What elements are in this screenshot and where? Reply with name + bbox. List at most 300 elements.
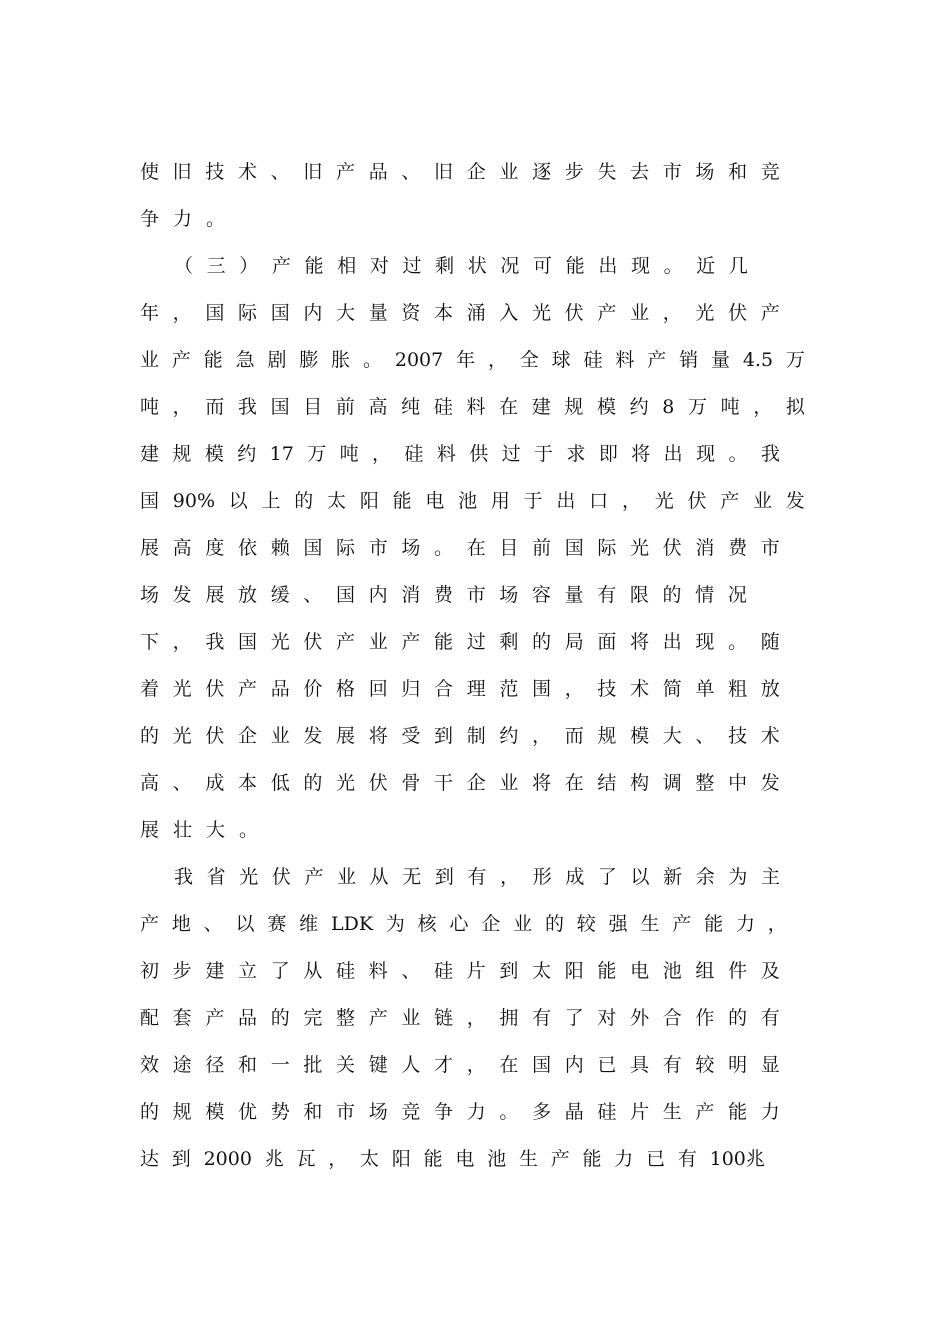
text-token: 能	[704, 913, 724, 935]
text-token: 的	[728, 1007, 748, 1029]
text-token: 几	[728, 255, 748, 277]
text-token: 有	[662, 1054, 682, 1076]
text-token: 局	[564, 631, 584, 653]
text-token: ，	[767, 913, 787, 935]
text-token: 从	[303, 960, 323, 982]
text-token: 拟	[785, 396, 805, 418]
text-token: 状	[467, 255, 487, 277]
text-token: 8	[662, 396, 675, 418]
text-token: 过	[466, 631, 486, 653]
text-token: 到	[434, 725, 454, 747]
text-token: 我	[174, 866, 194, 888]
text-token: 产	[368, 1007, 388, 1029]
text-token: 逐	[532, 161, 552, 183]
text-token: ，	[662, 302, 682, 324]
text-token: 料	[615, 349, 635, 371]
text-token: 新	[663, 866, 683, 888]
text-token: 技	[728, 725, 748, 747]
text-token: 产	[304, 866, 324, 888]
text-token: 将	[532, 772, 552, 794]
text-token: 市	[662, 161, 682, 183]
text-line	[140, 904, 787, 944]
text-token: 核	[417, 913, 437, 935]
text-token: 约	[499, 725, 519, 747]
text-token: 构	[630, 772, 650, 794]
text-token: 力	[614, 1148, 634, 1170]
text-token: 范	[499, 678, 519, 700]
text-token: 低	[270, 772, 290, 794]
text-token: 场	[368, 1101, 388, 1123]
text-token: 高	[172, 537, 192, 559]
text-token: 将	[630, 631, 650, 653]
text-token: 以	[228, 490, 248, 512]
text-token: 量	[368, 302, 388, 324]
text-token: 晶	[564, 1101, 584, 1123]
text-token: 上	[261, 490, 281, 512]
text-token: 际	[336, 537, 356, 559]
text-token: 用	[490, 490, 510, 512]
text-token: 旧	[434, 161, 454, 183]
text-token: 伏	[728, 302, 748, 324]
text-token: 步	[172, 960, 192, 982]
text-token: 达	[140, 1148, 160, 1170]
text-token: 相	[337, 255, 357, 277]
text-token: 有	[532, 1007, 552, 1029]
text-token: 产	[336, 161, 356, 183]
text-token: 过	[402, 255, 422, 277]
text-token: 光	[270, 631, 290, 653]
text-token: 规	[597, 725, 617, 747]
text-token: 依	[238, 537, 258, 559]
text-token: 急	[235, 349, 255, 371]
text-token: 涌	[466, 302, 486, 324]
text-token: 市	[760, 537, 780, 559]
text-token: 形	[532, 866, 552, 888]
text-token: 完	[303, 1007, 323, 1029]
text-token: 光	[172, 725, 192, 747]
text-token: 和	[303, 1101, 323, 1123]
text-token: 去	[630, 161, 650, 183]
text-token: ）	[239, 255, 259, 277]
text-token: 面	[597, 631, 617, 653]
text-token: 业	[401, 1007, 421, 1029]
text-token: 硅	[404, 443, 424, 465]
text-token: 万	[785, 349, 805, 371]
text-token: 省	[206, 866, 226, 888]
text-token: 产	[271, 255, 291, 277]
text-token: 伏	[564, 302, 584, 324]
text-token: 产	[720, 490, 740, 512]
text-token: 内	[303, 302, 323, 324]
text-line	[140, 1139, 765, 1179]
text-token: 约	[629, 396, 649, 418]
text-token: 池	[458, 490, 478, 512]
text-token: 。	[206, 208, 226, 230]
text-token: 国	[140, 490, 160, 512]
text-token: 骨	[401, 772, 421, 794]
text-token: 将	[368, 725, 388, 747]
text-token: 纯	[401, 396, 421, 418]
text-token: 况	[727, 584, 747, 606]
text-token: 量	[564, 584, 584, 606]
text-token: 展	[140, 819, 160, 841]
text-token: 术	[238, 161, 258, 183]
text-token: 已	[646, 1148, 666, 1170]
text-token: 大	[206, 819, 226, 841]
text-token: 赛	[267, 913, 287, 935]
text-token: 电	[455, 1148, 475, 1170]
text-token: 现	[630, 255, 650, 277]
text-token: 产	[205, 1007, 225, 1029]
text-token: 有	[597, 584, 617, 606]
text-token: 2007	[394, 349, 444, 371]
text-token: 业	[499, 161, 519, 183]
text-token: 年	[456, 349, 476, 371]
text-token: 术	[630, 678, 650, 700]
text-token: 90%	[172, 490, 215, 512]
text-token: 生	[662, 1101, 682, 1123]
text-token: 回	[368, 678, 388, 700]
text-token: 中	[728, 772, 748, 794]
text-token: 企	[238, 725, 258, 747]
text-token: 着	[140, 678, 160, 700]
text-token: 出	[663, 443, 683, 465]
text-line	[140, 575, 747, 615]
text-token: 能	[597, 960, 617, 982]
text-token: 市	[368, 537, 388, 559]
text-token: 模	[596, 396, 616, 418]
text-token: 于	[523, 490, 543, 512]
text-token: 光	[695, 302, 715, 324]
text-token: 企	[466, 772, 486, 794]
text-token: 国	[270, 302, 290, 324]
text-token: 际	[597, 537, 617, 559]
text-token: 于	[534, 443, 554, 465]
text-token: 使	[140, 161, 160, 183]
text-token: 2000	[203, 1148, 252, 1170]
text-token: 产	[597, 302, 617, 324]
text-token: 伏	[662, 537, 682, 559]
text-token: 际	[238, 302, 258, 324]
text-token: 兆	[264, 1148, 284, 1170]
text-token: 的	[662, 584, 682, 606]
text-token: （	[174, 255, 194, 277]
text-token: 近	[696, 255, 716, 277]
text-token: 批	[303, 1054, 323, 1076]
text-token: 。	[728, 443, 748, 465]
text-token: 简	[662, 678, 682, 700]
text-token: ，	[328, 1148, 348, 1170]
text-token: 内	[564, 1054, 584, 1076]
text-token: 太	[327, 490, 347, 512]
text-token: 高	[368, 396, 388, 418]
text-token: 光	[654, 490, 674, 512]
text-token: 在	[499, 1054, 519, 1076]
text-token: 较	[576, 913, 596, 935]
text-token: 能	[304, 255, 324, 277]
text-token: 。	[434, 537, 454, 559]
text-token: 合	[434, 678, 454, 700]
text-token: 吨	[720, 396, 740, 418]
text-token: 的	[544, 913, 564, 935]
text-token: 4.5	[742, 349, 774, 371]
text-token: 维	[299, 913, 319, 935]
text-token: 一	[270, 1054, 290, 1076]
text-token: 到	[171, 1148, 191, 1170]
text-token: 生	[640, 913, 660, 935]
text-token: 优	[238, 1101, 258, 1123]
text-token: 我	[760, 443, 780, 465]
text-line	[140, 340, 805, 380]
text-token: 键	[368, 1054, 388, 1076]
text-token: 拥	[499, 1007, 519, 1029]
text-token: 。	[728, 631, 748, 653]
text-token: 品	[270, 678, 290, 700]
text-token: 。	[363, 349, 383, 371]
text-token: 况	[500, 255, 520, 277]
text-token: 了	[597, 866, 617, 888]
text-token: 在	[499, 396, 519, 418]
text-token: 失	[597, 161, 617, 183]
text-token: 消	[401, 584, 421, 606]
text-token: 内	[368, 584, 388, 606]
text-line	[140, 951, 780, 991]
text-token: 约	[237, 443, 257, 465]
text-token: 发	[303, 725, 323, 747]
text-token: 业	[368, 631, 388, 653]
text-token: 。	[499, 1101, 519, 1123]
text-token: 才	[434, 1054, 454, 1076]
text-token: 阳	[359, 490, 379, 512]
text-line	[140, 1092, 780, 1132]
text-token: 本	[434, 302, 454, 324]
text-token: 到	[499, 960, 519, 982]
text-line	[140, 528, 780, 568]
text-token: 国	[564, 537, 584, 559]
text-token: 围	[532, 678, 552, 700]
text-token: 前	[532, 537, 552, 559]
text-token: 能	[728, 1101, 748, 1123]
text-token: 的	[140, 1101, 160, 1123]
text-token: 立	[238, 960, 258, 982]
text-token: 目	[303, 396, 323, 418]
text-token: 初	[140, 960, 160, 982]
text-token: 余	[695, 866, 715, 888]
text-token: 的	[270, 1007, 290, 1029]
text-token: 伏	[303, 631, 323, 653]
text-token: 光	[336, 772, 356, 794]
text-token: 从	[369, 866, 389, 888]
text-token: 对	[369, 255, 389, 277]
text-token: 胀	[331, 349, 351, 371]
text-token: 竞	[401, 1101, 421, 1123]
text-token: 而	[564, 725, 584, 747]
text-token: 、	[270, 161, 290, 183]
text-token: ，	[172, 631, 192, 653]
text-token: 供	[469, 443, 489, 465]
text-token: 电	[630, 960, 650, 982]
text-token: 放	[760, 678, 780, 700]
text-token: 为	[385, 913, 405, 935]
text-token: 度	[205, 537, 225, 559]
text-token: 和	[238, 1054, 258, 1076]
text-token: 在	[564, 772, 584, 794]
text-token: 粗	[728, 678, 748, 700]
text-line	[140, 669, 780, 709]
text-token: 人	[401, 1054, 421, 1076]
text-token: 硅	[597, 1101, 617, 1123]
text-token: 能	[565, 255, 585, 277]
text-token: 已	[597, 1054, 617, 1076]
text-token: 前	[335, 396, 355, 418]
text-token: 展	[205, 584, 225, 606]
text-token: 品	[238, 1007, 258, 1029]
text-token: 企	[466, 161, 486, 183]
text-token: 阳	[564, 960, 584, 982]
text-token: 国	[335, 584, 355, 606]
text-token: 强	[608, 913, 628, 935]
text-token: 光	[532, 302, 552, 324]
text-token: 规	[172, 443, 192, 465]
text-token: 缓	[270, 584, 290, 606]
text-token: 产	[760, 302, 780, 324]
text-token: 配	[140, 1007, 160, 1029]
text-token: 争	[434, 1101, 454, 1123]
text-token: 场	[140, 584, 160, 606]
text-token: 剩	[435, 255, 455, 277]
text-token: 地	[171, 913, 191, 935]
text-token: 组	[695, 960, 715, 982]
text-token: 大	[662, 725, 682, 747]
text-token: 消	[695, 537, 715, 559]
text-token: 业	[337, 866, 357, 888]
text-token: 将	[631, 443, 651, 465]
text-token: 术	[760, 725, 780, 747]
text-token: 场	[401, 537, 421, 559]
text-token: 太	[360, 1148, 380, 1170]
text-token: 场	[695, 161, 715, 183]
text-token: 即	[598, 443, 618, 465]
text-token: 旧	[303, 161, 323, 183]
text-token: 大	[336, 302, 356, 324]
text-token: 硅	[434, 960, 454, 982]
text-token: 业	[630, 302, 650, 324]
text-token: 明	[728, 1054, 748, 1076]
text-token: ，	[487, 349, 507, 371]
text-token: 旧	[172, 161, 192, 183]
text-token: 了	[270, 960, 290, 982]
text-token: 产	[140, 913, 160, 935]
text-token: 调	[662, 772, 682, 794]
text-token: 竞	[760, 161, 780, 183]
text-token: 光	[239, 866, 259, 888]
text-token: 模	[630, 725, 650, 747]
text-token: 了	[564, 1007, 584, 1029]
text-token: 剩	[499, 631, 519, 653]
text-token: 展	[336, 725, 356, 747]
text-token: 以	[630, 866, 650, 888]
text-token: 力	[735, 913, 755, 935]
text-token: 求	[566, 443, 586, 465]
text-token: 。	[663, 255, 683, 277]
text-token: 规	[172, 1101, 192, 1123]
text-token: 出	[598, 255, 618, 277]
text-token: 、	[695, 725, 715, 747]
text-token: 膨	[299, 349, 319, 371]
text-token: 价	[303, 678, 323, 700]
text-token: 电	[425, 490, 445, 512]
text-line	[140, 810, 805, 850]
text-token: 高	[140, 772, 160, 794]
text-token: 以	[235, 913, 255, 935]
text-token: 单	[695, 678, 715, 700]
text-token: 的	[294, 490, 314, 512]
text-line	[140, 152, 780, 192]
text-token: 、	[172, 772, 192, 794]
text-token: 限	[629, 584, 649, 606]
text-token: 作	[695, 1007, 715, 1029]
text-token: 下	[140, 631, 160, 653]
text-line	[140, 434, 780, 474]
text-token: ，	[753, 396, 773, 418]
text-token: 100兆	[709, 1148, 765, 1170]
text-token: 国	[238, 631, 258, 653]
text-token: 出	[662, 631, 682, 653]
text-token: 心	[449, 913, 469, 935]
text-token: 能	[582, 1148, 602, 1170]
text-token: 场	[499, 584, 519, 606]
text-token: 球	[551, 349, 571, 371]
text-token: 争	[140, 208, 160, 230]
text-token: 费	[728, 537, 748, 559]
text-token: 能	[434, 631, 454, 653]
text-token: 整	[336, 1007, 356, 1029]
text-token: 吨	[339, 443, 359, 465]
text-token: 格	[336, 678, 356, 700]
text-token: 的	[303, 772, 323, 794]
text-token: 年	[140, 302, 160, 324]
text-token: 力	[760, 1101, 780, 1123]
text-token: 制	[466, 725, 486, 747]
text-token: 片	[630, 1101, 650, 1123]
text-token: 三	[206, 255, 226, 277]
text-token: 发	[760, 772, 780, 794]
text-token: 剧	[267, 349, 287, 371]
text-token: 万	[307, 443, 327, 465]
text-token: 产	[171, 349, 191, 371]
text-line	[140, 199, 805, 239]
text-token: 力	[466, 1101, 486, 1123]
text-token: 品	[368, 161, 388, 183]
text-token: 有	[760, 1007, 780, 1029]
text-token: 片	[466, 960, 486, 982]
text-token: 国	[303, 537, 323, 559]
text-token: 主	[760, 866, 780, 888]
text-token: 费	[433, 584, 453, 606]
text-token: 有	[467, 866, 487, 888]
text-line	[140, 1045, 780, 1085]
text-token: 产	[695, 1101, 715, 1123]
text-line	[174, 246, 748, 286]
text-token: 产	[401, 631, 421, 653]
text-token: 技	[205, 161, 225, 183]
text-token: 可	[533, 255, 553, 277]
text-token: 能	[392, 490, 412, 512]
text-line	[140, 763, 780, 803]
text-token: 硅	[336, 960, 356, 982]
text-token: 多	[532, 1101, 552, 1123]
text-token: 途	[172, 1054, 192, 1076]
